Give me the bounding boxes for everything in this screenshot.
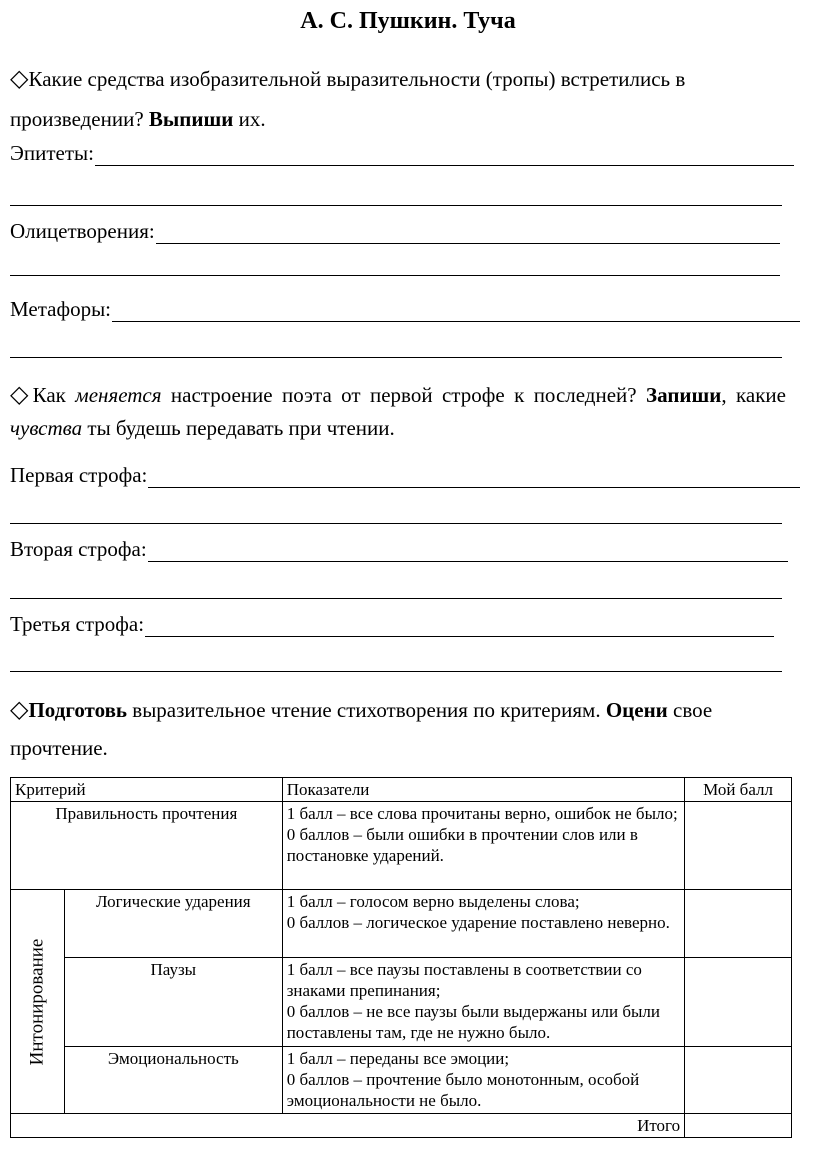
intonation-cell (11, 890, 65, 1114)
table-row (11, 1047, 792, 1114)
total-label: Итого (11, 1114, 685, 1138)
table-row (11, 802, 792, 890)
answer-line[interactable] (10, 205, 782, 206)
answer-line (148, 541, 788, 562)
header-indicators: Показатели (282, 778, 684, 802)
table-row (11, 890, 792, 958)
total-score-cell[interactable] (685, 1114, 792, 1138)
header-my-score: Мой балл (685, 778, 792, 802)
personification-label: Олицетворения: (10, 219, 155, 243)
intonation-label: Интонирование (26, 938, 48, 1065)
task-1-question: ◇Какие средства изобразительной выразительности (тропы) встретились в произведении? Выпиши их. (10, 64, 686, 131)
answer-line[interactable] (10, 523, 782, 524)
answer-line[interactable] (10, 671, 782, 672)
task-2-question: ◇Как меняется настроение поэта от первой строфе к последней? Запиши, какие чувства ты будешь передавать при чтении. (10, 380, 786, 440)
metaphors-field[interactable] (10, 296, 800, 322)
third-stanza-label: Третья строфа: (10, 612, 145, 636)
diamond-bullet-icon: ◇ (10, 695, 29, 723)
second-stanza-label: Вторая строфа: (10, 537, 147, 561)
diamond-bullet-icon: ◇ (10, 64, 29, 92)
second-stanza-field[interactable] (10, 536, 788, 562)
header-criterion: Критерий (11, 778, 283, 802)
answer-line[interactable] (10, 598, 782, 599)
metaphors-label: Метафоры: (10, 297, 112, 321)
answer-line[interactable] (10, 357, 782, 358)
criterion-cell: Логические ударения (64, 890, 282, 958)
indicators-cell: 1 балл – голосом верно выделены слова; 0 баллов – логическое ударение поставлено неверно. (282, 890, 684, 958)
criterion-cell: Правильность прочтения (11, 802, 283, 890)
indicators-cell: 1 балл – переданы все эмоции; 0 баллов – прочтение было монотонным, особой эмоциональности не было. (282, 1047, 684, 1114)
criterion-cell: Эмоциональность (64, 1047, 282, 1114)
answer-line (156, 223, 780, 244)
answer-line (145, 616, 774, 637)
indicators-cell: 1 балл – все слова прочитаны верно, ошибок не было; 0 баллов – были ошибки в прочтении слов или в постановке ударений. (282, 802, 684, 890)
page-title: А. С. Пушкин. Туча (300, 8, 516, 34)
criteria-table (10, 777, 792, 1138)
table-total-row (11, 1114, 792, 1138)
first-stanza-field[interactable] (10, 462, 800, 488)
task-3-question: ◇Подготовь выразительное чтение стихотворения по критериям. Оцени свое прочтение. (10, 695, 713, 760)
answer-line (148, 467, 800, 488)
criterion-cell: Паузы (64, 958, 282, 1047)
answer-line[interactable] (10, 275, 780, 276)
third-stanza-field[interactable] (10, 611, 774, 637)
score-cell[interactable] (685, 958, 792, 1047)
personification-field[interactable] (10, 218, 780, 244)
answer-line (112, 301, 800, 322)
score-cell[interactable] (685, 1047, 792, 1114)
first-stanza-label: Первая строфа: (10, 463, 148, 487)
score-cell[interactable] (685, 890, 792, 958)
diamond-bullet-icon: ◇ (10, 380, 33, 408)
answer-line (95, 145, 794, 166)
epithets-label: Эпитеты: (10, 141, 94, 165)
table-row (11, 958, 792, 1047)
table-header-row (11, 778, 792, 802)
score-cell[interactable] (685, 802, 792, 890)
epithets-field[interactable] (10, 140, 794, 166)
indicators-cell: 1 балл – все паузы поставлены в соответствии со знаками препинания; 0 баллов – не все паузы были выдержаны или были поставлены там, где не нужно было. (282, 958, 684, 1047)
